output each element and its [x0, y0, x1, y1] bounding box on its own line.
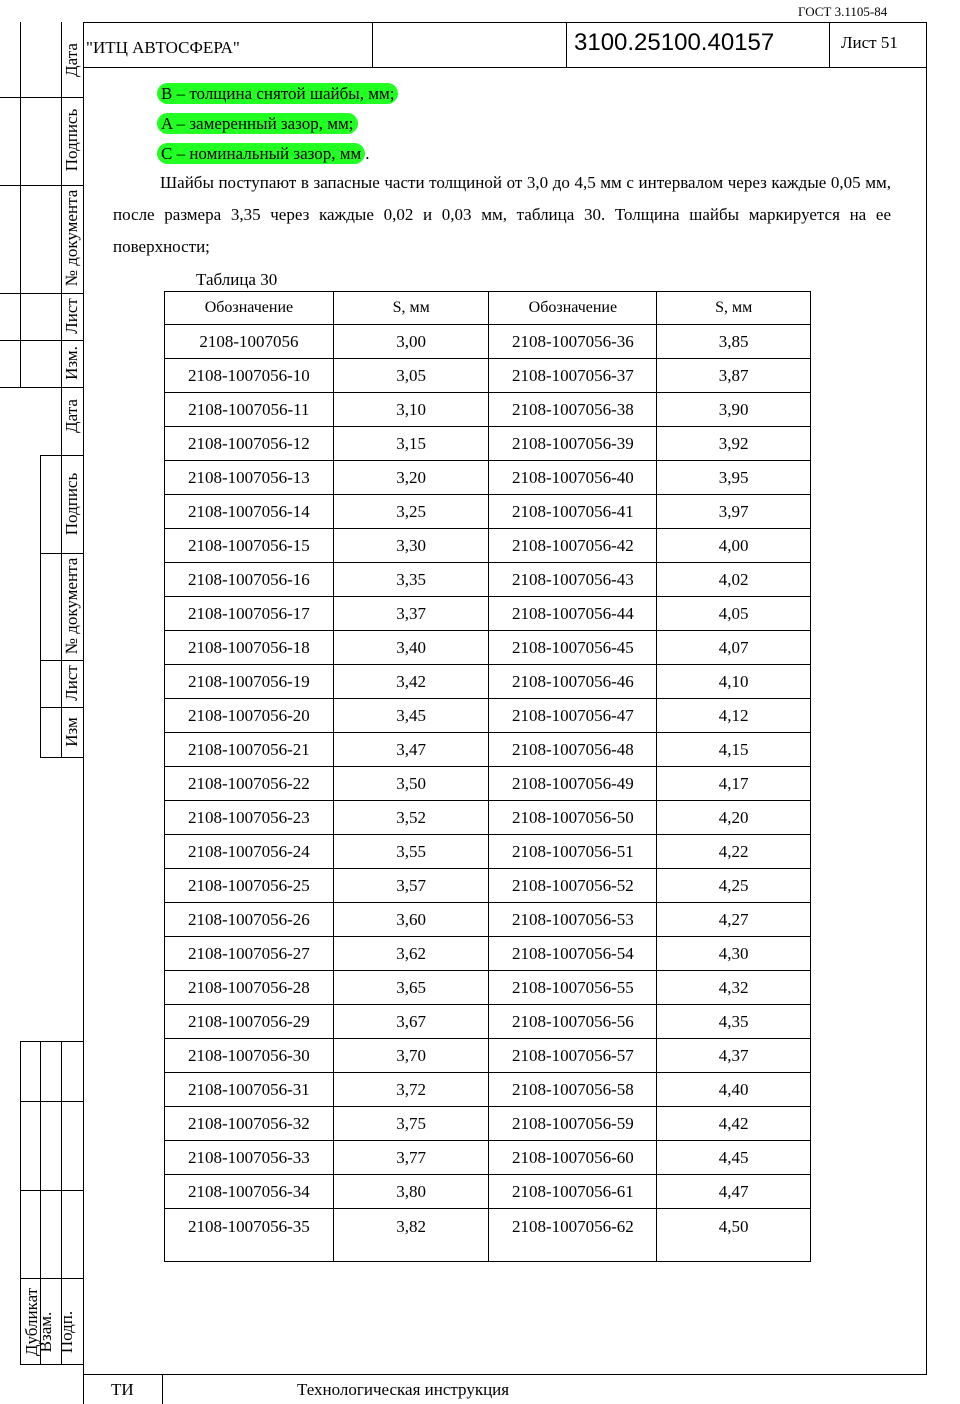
cell-thickness: 4,17: [657, 767, 811, 801]
cell-designation: 2108-1007056-60: [489, 1141, 657, 1175]
cell-thickness: 3,25: [333, 495, 489, 529]
cell-designation: 2108-1007056-16: [165, 563, 334, 597]
cell-thickness: 4,20: [657, 801, 811, 835]
cell-designation: 2108-1007056-26: [165, 903, 334, 937]
bottom-stamp-row-5: [20, 1364, 84, 1365]
cell-designation: 2108-1007056-11: [165, 393, 334, 427]
table-row: [165, 903, 811, 937]
side-label-replaces: Взам.: [36, 1311, 55, 1353]
legend-line-a: [157, 114, 358, 134]
cell-designation: 2108-1007056-54: [489, 937, 657, 971]
cell-thickness: 3,85: [657, 325, 811, 359]
table-row: [165, 495, 811, 529]
cell-thickness: 3,70: [333, 1039, 489, 1073]
table-row: [165, 461, 811, 495]
side-label-change-2: Изм: [62, 717, 81, 747]
cell-designation: 2108-1007056-13: [165, 461, 334, 495]
cell-thickness: 4,40: [657, 1073, 811, 1107]
cell-thickness: 3,47: [333, 733, 489, 767]
header-designation-2: Обозначение: [489, 292, 657, 325]
cell-thickness: 3,72: [333, 1073, 489, 1107]
cell-designation: 2108-1007056-40: [489, 461, 657, 495]
cell-thickness: 3,05: [333, 359, 489, 393]
table-row: [165, 699, 811, 733]
side-label-document-no: № документа: [62, 189, 81, 287]
side-label-signature: Подпись: [62, 108, 81, 172]
table-row: [165, 1107, 811, 1141]
cell-thickness: 3,62: [333, 937, 489, 971]
cell-designation: 2108-1007056-32: [165, 1107, 334, 1141]
cell-thickness: 4,50: [657, 1209, 811, 1262]
table-row: [165, 427, 811, 461]
side-label-document-no-2: № документа: [62, 557, 81, 655]
cell-thickness: 4,05: [657, 597, 811, 631]
cell-thickness: 3,37: [333, 597, 489, 631]
cell-designation: 2108-1007056-33: [165, 1141, 334, 1175]
left-stamp-edge: [20, 22, 21, 388]
legend-line-c: [157, 144, 370, 164]
cell-thickness: 4,25: [657, 869, 811, 903]
cell-designation: 2108-1007056-15: [165, 529, 334, 563]
cell-thickness: 3,55: [333, 835, 489, 869]
legend-a-text: A – замеренный зазор, мм;: [157, 113, 358, 134]
cell-designation: 2108-1007056-12: [165, 427, 334, 461]
cell-thickness: 3,35: [333, 563, 489, 597]
cell-designation: 2108-1007056-23: [165, 801, 334, 835]
table-row: [165, 767, 811, 801]
cell-thickness: 3,82: [333, 1209, 489, 1262]
cell-designation: 2108-1007056-10: [165, 359, 334, 393]
cell-thickness: 4,30: [657, 937, 811, 971]
cell-thickness: 3,15: [333, 427, 489, 461]
legend-b-text: B – толщина снятой шайбы, мм;: [157, 83, 398, 104]
cell-designation: 2108-1007056-51: [489, 835, 657, 869]
cell-thickness: 4,45: [657, 1141, 811, 1175]
cell-thickness: 3,42: [333, 665, 489, 699]
cell-thickness: 3,20: [333, 461, 489, 495]
cell-designation: 2108-1007056-21: [165, 733, 334, 767]
cell-thickness: 3,45: [333, 699, 489, 733]
legend-c-text: C – номинальный зазор, мм: [157, 143, 365, 164]
cell-designation: 2108-1007056-22: [165, 767, 334, 801]
cell-thickness: 3,00: [333, 325, 489, 359]
cell-designation: 2108-1007056-42: [489, 529, 657, 563]
footer-code: ТИ: [111, 1380, 134, 1399]
bottom-stamp-row-4: [20, 1278, 84, 1279]
cell-thickness: 4,35: [657, 1005, 811, 1039]
cell-designation: 2108-1007056-61: [489, 1175, 657, 1209]
cell-thickness: 3,95: [657, 461, 811, 495]
cell-designation: 2108-1007056-31: [165, 1073, 334, 1107]
table-caption: Таблица 30: [196, 270, 278, 289]
cell-designation: 2108-1007056-39: [489, 427, 657, 461]
body-paragraph-text: Шайбы поступают в запасные части толщиной от 3,0 до 4,5 мм с интервалом через каждые 0,05 мм, после размера 3,35 через каждые 0,02 и 0,03 мм, таблица 30. Толщина шайбы маркируется на ее поверхности;: [113, 173, 891, 256]
header-thickness-2: S, мм: [657, 292, 811, 325]
side-label-change: Изм.: [62, 346, 81, 380]
cell-designation: 2108-1007056-36: [489, 325, 657, 359]
cell-thickness: 4,12: [657, 699, 811, 733]
table-row: [165, 1209, 811, 1262]
cell-thickness: 4,15: [657, 733, 811, 767]
side-label-sign-short: Подп.: [57, 1310, 76, 1354]
cell-designation: 2108-1007056-52: [489, 869, 657, 903]
cell-thickness: 4,22: [657, 835, 811, 869]
header-divider-3: [829, 22, 830, 68]
table-row: [165, 631, 811, 665]
table-row: [165, 937, 811, 971]
table-row: [165, 325, 811, 359]
table-row: [165, 529, 811, 563]
cell-thickness: 3,30: [333, 529, 489, 563]
cell-designation: 2108-1007056-29: [165, 1005, 334, 1039]
cell-thickness: 4,02: [657, 563, 811, 597]
frame-top: [83, 22, 927, 23]
cell-designation: 2108-1007056-46: [489, 665, 657, 699]
cell-thickness: 4,47: [657, 1175, 811, 1209]
cell-designation: 2108-1007056-56: [489, 1005, 657, 1039]
table-row: [165, 597, 811, 631]
footer-divider: [162, 1374, 163, 1404]
side-label-sheet-2: Лист: [62, 665, 81, 701]
cell-designation: 2108-1007056-47: [489, 699, 657, 733]
cell-designation: 2108-1007056-35: [165, 1209, 334, 1262]
cell-designation: 2108-1007056: [165, 325, 334, 359]
cell-designation: 2108-1007056-57: [489, 1039, 657, 1073]
cell-designation: 2108-1007056-55: [489, 971, 657, 1005]
cell-thickness: 3,52: [333, 801, 489, 835]
cell-thickness: 3,77: [333, 1141, 489, 1175]
table-row: [165, 733, 811, 767]
cell-designation: 2108-1007056-27: [165, 937, 334, 971]
table-row: [165, 835, 811, 869]
header-designation-1: Обозначение: [165, 292, 334, 325]
cell-thickness: 4,00: [657, 529, 811, 563]
bottom-stamp-row-2: [20, 1101, 84, 1102]
cell-thickness: 3,57: [333, 869, 489, 903]
cell-designation: 2108-1007056-53: [489, 903, 657, 937]
cell-designation: 2108-1007056-38: [489, 393, 657, 427]
sheet-number: Лист 51: [841, 33, 898, 52]
frame-left: [83, 22, 84, 1404]
cell-thickness: 3,60: [333, 903, 489, 937]
cell-designation: 2108-1007056-45: [489, 631, 657, 665]
cell-thickness: 3,97: [657, 495, 811, 529]
cell-designation: 2108-1007056-30: [165, 1039, 334, 1073]
table-row: [165, 665, 811, 699]
cell-designation: 2108-1007056-18: [165, 631, 334, 665]
cell-thickness: 4,42: [657, 1107, 811, 1141]
cell-designation: 2108-1007056-14: [165, 495, 334, 529]
header-thickness-1: S, мм: [333, 292, 489, 325]
cell-designation: 2108-1007056-62: [489, 1209, 657, 1262]
cell-designation: 2108-1007056-17: [165, 597, 334, 631]
cell-thickness: 3,65: [333, 971, 489, 1005]
table-row: [165, 1039, 811, 1073]
cell-designation: 2108-1007056-28: [165, 971, 334, 1005]
cell-thickness: 3,67: [333, 1005, 489, 1039]
table-row: [165, 1141, 811, 1175]
cell-designation: 2108-1007056-25: [165, 869, 334, 903]
cell-designation: 2108-1007056-37: [489, 359, 657, 393]
side-label-sheet: Лист: [62, 298, 81, 334]
cell-thickness: 4,10: [657, 665, 811, 699]
side-label-signature-2: Подпись: [62, 472, 81, 536]
document-code: 3100.25100.40157: [574, 29, 775, 56]
cell-thickness: 3,87: [657, 359, 811, 393]
bottom-stamp-row-3: [20, 1190, 84, 1191]
cell-thickness: 3,50: [333, 767, 489, 801]
bottom-stamp-edge: [20, 1041, 21, 1364]
table-row: [165, 1005, 811, 1039]
table-body: [165, 325, 811, 1262]
side-label-date: Дата: [62, 43, 81, 77]
left-stamp-edge-2: [40, 455, 41, 758]
table-row: [165, 801, 811, 835]
cell-thickness: 3,80: [333, 1175, 489, 1209]
legend-line-b: [157, 84, 398, 104]
cell-thickness: 3,10: [333, 393, 489, 427]
table-row: [165, 359, 811, 393]
header-divider-1: [372, 22, 373, 68]
table-row: [165, 563, 811, 597]
header-bottom: [83, 67, 927, 68]
body-paragraph: [113, 167, 891, 263]
side-label-duplicate: Дубликат: [22, 1287, 41, 1357]
cell-designation: 2108-1007056-19: [165, 665, 334, 699]
cell-designation: 2108-1007056-58: [489, 1073, 657, 1107]
cell-designation: 2108-1007056-44: [489, 597, 657, 631]
bottom-stamp-row-1: [20, 1041, 84, 1042]
cell-thickness: 3,75: [333, 1107, 489, 1141]
cell-thickness: 4,37: [657, 1039, 811, 1073]
spec-table: [164, 291, 811, 1262]
cell-designation: 2108-1007056-41: [489, 495, 657, 529]
table-row: [165, 1175, 811, 1209]
table-row: [165, 971, 811, 1005]
cell-designation: 2108-1007056-43: [489, 563, 657, 597]
cell-thickness: 3,92: [657, 427, 811, 461]
frame-right: [926, 22, 927, 1374]
cell-designation: 2108-1007056-20: [165, 699, 334, 733]
cell-designation: 2108-1007056-49: [489, 767, 657, 801]
header-divider-2: [566, 22, 567, 68]
organization-name: "ИТЦ АВТОСФЕРА": [86, 38, 240, 57]
footer-title: Технологическая инструкция: [297, 1380, 510, 1399]
cell-designation: 2108-1007056-59: [489, 1107, 657, 1141]
cell-thickness: 3,90: [657, 393, 811, 427]
legend-c-suffix: .: [365, 144, 370, 163]
cell-thickness: 3,40: [333, 631, 489, 665]
cell-thickness: 4,27: [657, 903, 811, 937]
cell-designation: 2108-1007056-34: [165, 1175, 334, 1209]
cell-designation: 2108-1007056-24: [165, 835, 334, 869]
gost-standard: ГОСТ 3.1105-84: [798, 4, 888, 19]
cell-designation: 2108-1007056-50: [489, 801, 657, 835]
cell-thickness: 4,07: [657, 631, 811, 665]
table-row: [165, 1073, 811, 1107]
cell-thickness: 4,32: [657, 971, 811, 1005]
table-row: [165, 869, 811, 903]
side-label-date-2: Дата: [62, 399, 81, 433]
footer-top: [83, 1374, 927, 1375]
cell-designation: 2108-1007056-48: [489, 733, 657, 767]
table-header-row: [165, 292, 811, 325]
table-row: [165, 393, 811, 427]
